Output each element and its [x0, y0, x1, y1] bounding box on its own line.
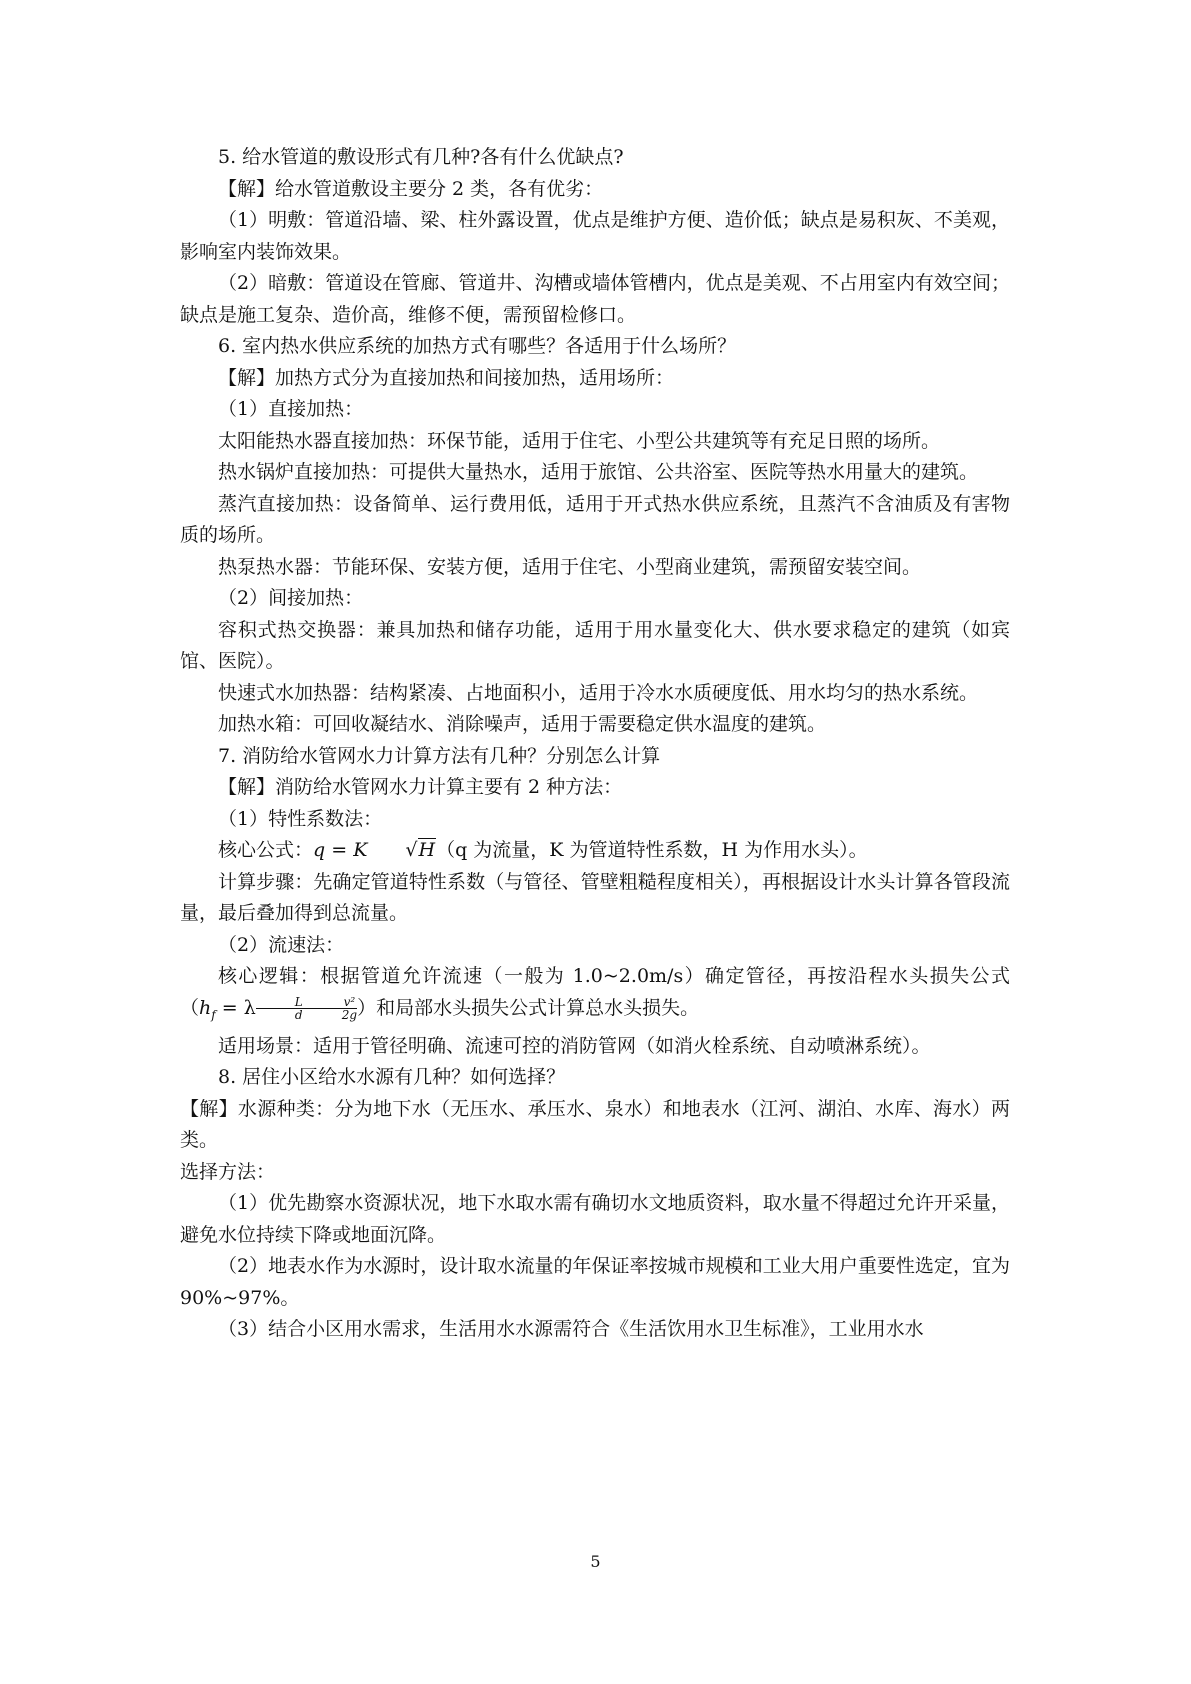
answer-6-tank: 加热水箱：可回收凝结水、消除噪声，适用于需要稳定供水温度的建筑。 — [218, 713, 827, 735]
answer-7-formula-line — [180, 835, 1010, 867]
formula-2-sub: f — [211, 1007, 216, 1022]
answer-6-heat-pump: 热泵热水器：节能环保、安装方便，适用于住宅、小型商业建筑，需预留安装空间。 — [218, 555, 922, 578]
fraction-l-over-d — [256, 996, 304, 1021]
fraction-v2-over-2g — [304, 996, 357, 1021]
answer-6-intro: 【解】加热方式分为直接加热和间接加热，适用场所： — [218, 366, 675, 389]
formula-2-suffix: ）和局部水头损失公式计算总水头损失。 — [357, 996, 700, 1019]
answer-8-item-3: （3）结合小区用水需求，生活用水水源需符合《生活饮用水卫生标准》，工业用水水 — [218, 1318, 924, 1341]
fraction-1-denominator: d — [294, 1008, 303, 1022]
answer-7-steps: 计算步骤：先确定管道特性系数（与管径、管壁粗糙程度相关），再根据设计水头计算各管段流量，最后叠加得到总流量。 — [180, 870, 1010, 924]
formula-2-eq: = λ — [215, 996, 256, 1019]
answer-8-method-heading: 选择方法： — [180, 1160, 276, 1183]
answer-5-intro: 【解】给水管道敷设主要分 2 类，各有优劣： — [218, 177, 604, 200]
answer-7-velocity-logic — [180, 961, 1010, 1031]
question-6: 6. 室内热水供应系统的加热方式有哪些？各适用于什么场所？ — [218, 335, 737, 357]
answer-6-volumetric: 容积式热交换器：兼具加热和储存功能，适用于用水量变化大、供水要求稳定的建筑（如宾馆、医院）。 — [180, 618, 1010, 672]
formula-1-lhs: q — [313, 839, 326, 861]
answer-6-solar: 太阳能热水器直接加热：环保节能，适用于住宅、小型公共建筑等有充足日照的场所。 — [218, 429, 941, 452]
formula-1-sqrt — [367, 835, 436, 867]
fraction-1-numerator: L — [256, 996, 304, 1009]
page-content — [180, 142, 1010, 1346]
answer-8-item-1: （1）优先勘察水资源状况，地下水取水需有确切水文地质资料，取水量不得超过允许开采量，避免水位持续下降或地面沉降。 — [180, 1192, 1010, 1246]
formula-1 — [313, 839, 436, 861]
question-7: 7. 消防给水管网水力计算方法有几种？分别怎么计算 — [218, 744, 661, 767]
radical-sign: √ — [405, 839, 418, 861]
answer-8-item-2: （2）地表水作为水源时，设计取水流量的年保证率按城市规模和工业大用户重要性选定，宜为 90%~97%。 — [180, 1255, 1010, 1309]
formula-2 — [199, 995, 358, 1022]
answer-8-sources: 【解】水源种类：分为地下水（无压水、承压水、泉水）和地表水（江河、湖泊、水库、海水）两类。 — [180, 1097, 1010, 1152]
formula-2-prefix: 核心逻辑：根据管道允许流速（一般为 1.0~2.0m/s）确定管径，再按沿程水头损失公式（ — [180, 965, 1010, 1019]
fraction-2-denominator: 2g — [341, 1008, 358, 1022]
answer-6-fast-heater: 快速式水加热器：结构紧凑、占地面积小，适用于冷水水质硬度低、用水均匀的热水系统。 — [218, 681, 979, 704]
question-8: 8. 居住小区给水水源有几种？如何选择？ — [218, 1066, 566, 1089]
answer-5-item-2: （2）暗敷：管道设在管廊、管道井、沟槽或墙体管槽内，优点是美观、不占用室内有效空间；缺点是施工复杂、造价高，维修不便，需预留检修口。 — [180, 272, 1010, 326]
formula-2-h: h — [199, 996, 212, 1019]
answer-7-scenario: 适用场景：适用于管径明确、流速可控的消防管网（如消火栓系统、自动喷淋系统）。 — [218, 1034, 931, 1057]
formula-1-suffix: （q 为流量，K 为管道特性系数，H 为作用水头）。 — [436, 839, 868, 861]
answer-7-intro: 【解】消防给水管网水力计算主要有 2 种方法： — [218, 776, 623, 798]
question-5: 5. 给水管道的敷设形式有几种?各有什么优缺点? — [218, 146, 624, 168]
answer-6-steam: 蒸汽直接加热：设备简单、运行费用低，适用于开式热水供应系统，且蒸汽不含油质及有害物质的场所。 — [180, 492, 1010, 546]
answer-6-boiler: 热水锅炉直接加热：可提供大量热水，适用于旅馆、公共浴室、医院等热水用量大的建筑。 — [218, 461, 979, 483]
answer-7-heading-2: （2）流速法： — [218, 933, 345, 956]
formula-1-prefix: 核心公式： — [218, 839, 314, 861]
answer-6-heading-1: （1）直接加热： — [218, 398, 364, 420]
page-number: 5 — [590, 1552, 601, 1571]
formula-1-eq: = — [325, 839, 354, 861]
answer-6-heading-2: （2）间接加热： — [218, 587, 364, 609]
answer-7-heading-1: （1）特性系数法： — [218, 807, 383, 830]
formula-1-radicand: H — [418, 839, 436, 861]
answer-5-item-1: （1）明敷：管道沿墙、梁、柱外露设置，优点是维护方便、造价低；缺点是易积灰、不美观，影响室内装饰效果。 — [180, 209, 1010, 263]
formula-1-coef: K — [353, 839, 368, 861]
fraction-2-numerator: v² — [304, 996, 357, 1009]
